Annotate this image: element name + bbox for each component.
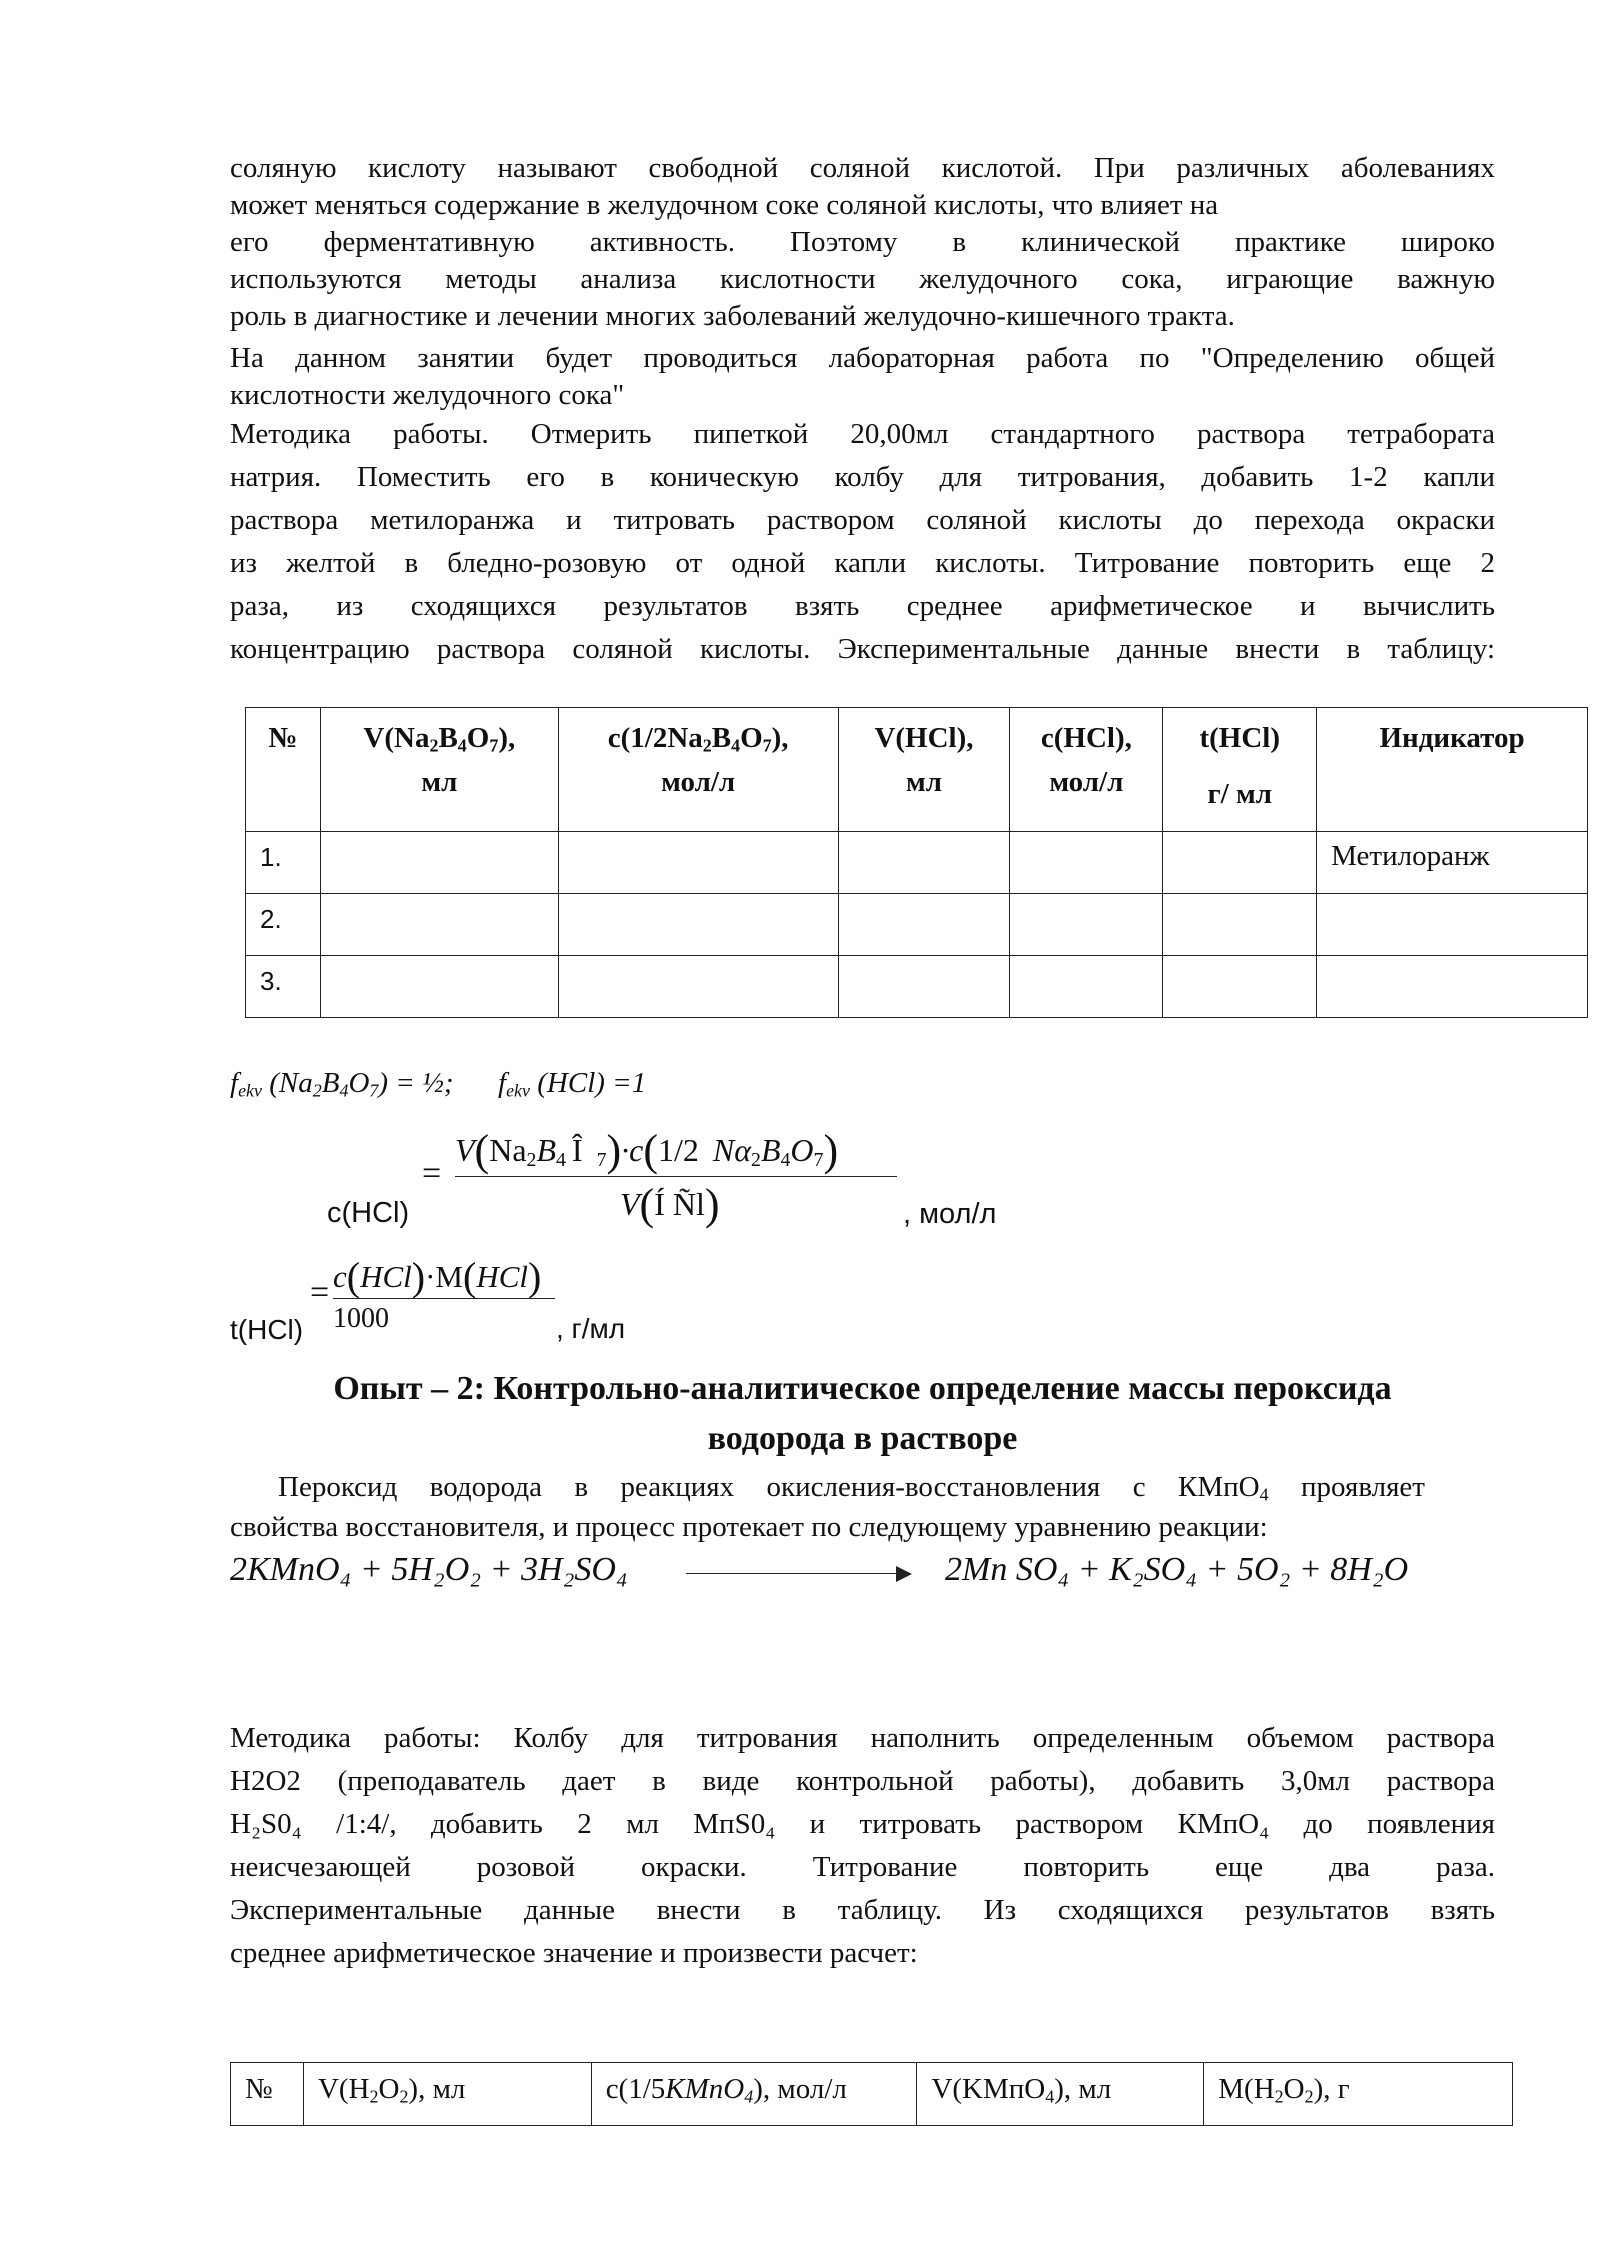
text-line: среднее арифметическое значение и произвести расчет: [230, 1937, 918, 1969]
table-cell [320, 956, 558, 1018]
titration-table [245, 707, 1588, 1018]
heading-line: Опыт – 2: Контрольно-аналитическое определение массы пероксида [333, 1370, 1392, 1407]
formula-unit: , г/мл [556, 1313, 626, 1344]
arrow-head-icon [896, 1566, 912, 1582]
indicator-cell: Метилоранж [1317, 832, 1588, 894]
row-number: 1. [246, 832, 321, 894]
reaction-arrow [686, 1573, 898, 1574]
table-cell [838, 832, 1010, 894]
fraction-bar [455, 1176, 897, 1177]
text-line: Методика работы. Отмерить пипеткой 20,00мл стандартного раствора тетрабората [230, 418, 1495, 450]
header-cell: № [231, 2063, 304, 2126]
formula-lhs: c(HCl) [327, 1197, 410, 1229]
text-line: может меняться содержание в желудочном соке соляной кислоты, что влияет на [230, 189, 1219, 221]
indicator-cell [1317, 894, 1588, 956]
indicator-cell [1317, 956, 1588, 1018]
text-line: Экспериментальные данные внести в таблицу. Из сходящихся результатов взять [230, 1894, 1495, 1926]
table-row [246, 956, 1588, 1018]
header-cell: № [246, 708, 321, 832]
table-cell [838, 894, 1010, 956]
header-cell: c(HCl), мол/л [1010, 708, 1163, 832]
header-cell: $V(Na_2B_4O_7)$, мл [320, 708, 558, 832]
fraction-bar [333, 1298, 555, 1299]
formula-denominator: 1000 [333, 1303, 389, 1334]
header-cell: $V(H_2O_2)$, мл [303, 2063, 591, 2126]
formula-lhs: t(HCl) [230, 1314, 304, 1345]
header-cell: V(HCl), мл [838, 708, 1010, 832]
table-cell [1163, 894, 1317, 956]
equals-sign: = [422, 1155, 442, 1192]
text-line: роль в диагностике и лечении многих заболеваний желудочно-кишечного тракта. [230, 300, 1235, 332]
table-header-row [231, 2063, 1513, 2126]
section-heading [230, 1364, 1495, 1464]
text-line: неисчезающей розовой окраски. Титрование повторить еще два раза. [230, 1851, 1495, 1883]
table-row [246, 832, 1588, 894]
text-line: кислотности желудочного сока" [230, 379, 625, 411]
text-line: концентрацию раствора соляной кислоты. Экспериментальные данные внести в таблицу: [230, 633, 1495, 665]
formula-numerator: $V(Na_2B_4$ Î $_7$)·c(1/2 $N\alpha_2B_4O_7$) [455, 1126, 839, 1175]
equals-sign: = [310, 1274, 330, 1311]
text-line: свойства восстановителя, и процесс протекает по следующему уравнению реакции: [230, 1511, 1268, 1543]
table-cell [1010, 832, 1163, 894]
text-line: его ферментативную активность. Поэтому в клинической практике широко [230, 226, 1495, 258]
table-cell [1163, 832, 1317, 894]
peroxide-method-paragraph [230, 1717, 1495, 1975]
reaction-reactants: 2KMnO₄ + 5H₂O₂ + 3H₂SO₄ [230, 1551, 628, 1588]
header-cell: t(HCl) г/ мл [1163, 708, 1317, 832]
text-line: Н2О2 (преподаватель дает в виде контрольной работы), добавить 3,0мл раствора [230, 1765, 1495, 1797]
header-cell: V(KMпO$_4$), мл [917, 2063, 1204, 2126]
text-line: раза, из сходящихся результатов взять среднее арифметическое и вычислить [230, 590, 1495, 622]
text-line: из желтой в бледно-розовую от одной капли кислоты. Титрование повторить еще 2 [230, 547, 1495, 579]
table-cell [1010, 894, 1163, 956]
table-row [246, 894, 1588, 956]
text-line: На данном занятии будет проводиться лабораторная работа по "Определению общей [230, 342, 1495, 374]
table-cell [558, 956, 838, 1018]
table-cell [1010, 956, 1163, 1018]
text-line: натрия. Поместить его в коническую колбу для титрования, добавить 1-2 капли [230, 461, 1495, 493]
row-number: 2. [246, 894, 321, 956]
header-cell: $c(1/2Na_2B_4O_7)$, мол/л [558, 708, 838, 832]
formula-denominator: V(Í Ñl) [620, 1180, 720, 1229]
table-cell [558, 894, 838, 956]
heading-line: водорода в растворе [707, 1420, 1018, 1457]
lab-intro-paragraph [230, 340, 1495, 414]
text-line: Методика работы: Колбу для титрования наполнить определенным объемом раствора [230, 1722, 1495, 1754]
table-cell [320, 832, 558, 894]
table-header-row [246, 708, 1588, 832]
text-line: H₂S0₄ /1:4/, добавить 2 мл МпS0₄ и титровать раствором КМпО₄ до появления [230, 1808, 1495, 1840]
peroxide-paragraph [230, 1467, 1495, 1547]
table-cell [320, 894, 558, 956]
text-line: Пероксид водорода в реакциях окисления-восстановления с КМпО$_4$ проявляет [278, 1471, 1425, 1505]
header-cell: c(1/5KMnO$_4$), мол/л [591, 2063, 917, 2126]
reaction-products: 2Mn SO₄ + K₂SO₄ + 5O₂ + 8H₂O [945, 1551, 1409, 1588]
table-cell [1163, 956, 1317, 1018]
header-cell: $M(H_2O_2)$, г [1204, 2063, 1513, 2126]
table-cell [838, 956, 1010, 1018]
text-line: используются методы анализа кислотности желудочного сока, играющие важную [230, 263, 1495, 295]
method-paragraph [230, 413, 1495, 671]
header-cell: Индикатор [1317, 708, 1588, 832]
peroxide-table [230, 2062, 1513, 2126]
intro-paragraph [230, 150, 1495, 335]
text-line: соляную кислоту называют свободной соляной кислотой. При различных аболеваниях [230, 152, 1495, 184]
equivalence-factors: $f_{ekv}$ $(Na_2B_4O_7)$ = ½; $f_{ekv}$ (HCl) =1 [230, 1067, 647, 1101]
row-number: 3. [246, 956, 321, 1018]
formula-numerator: c(HCl)·M(HCl) [333, 1254, 542, 1299]
table-cell [558, 832, 838, 894]
text-line: раствора метилоранжа и титровать раствором соляной кислоты до перехода окраски [230, 504, 1495, 536]
formula-unit: , мол/л [903, 1198, 997, 1230]
